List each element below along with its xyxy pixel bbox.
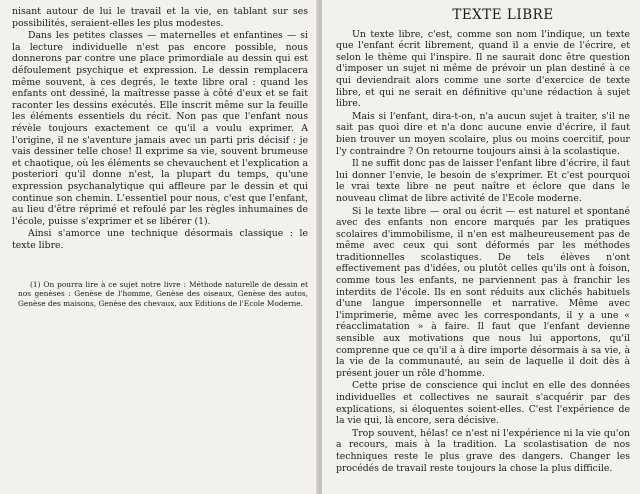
- footnote: [18, 280, 308, 308]
- left-paragraph-2: Dans les petites classes — maternelles et enfantines — si la lecture individuelle n'est pas encore possible, nous donnerons par contre une place primordiale au dessin qui est défoulement psychique et expression. Le dessin remplacera même souvent, à ces degrés, le texte libre oral : quand les enfants ont dessiné, la maîtresse passe à côté d'eux et se fait raconter les dessins exécutés. Elle inscrit même sur la feuille les éléments essentiels du récit. Non pas que l'enfant nous révèle toujours exactement ce qu'il a voulu exprimer. A l'origine, il ne s'aventure jamais avec un parti pris décisif : je vais dessiner telle chose! Il exprime sa vie, souvent brumeuse et chaotique, où les éléments se chevauchent et l'explication a posteriori qu'il donne n'est, la plupart du temps, qu'une expression psychanalytique qui affleure par le dessin et qui continue son chemin. L'essentiel pour nous, c'est que l'enfant, au lieu d'être réprimé et refoulé par les règles inhumaines de l'école, puisse s'exprimer et se libérer (1).: [12, 30, 308, 227]
- left-page-text: [12, 6, 308, 251]
- chapter-title: TEXTE LIBRE: [452, 7, 554, 23]
- right-page-text: [336, 6, 630, 474]
- right-page: [322, 0, 640, 494]
- right-paragraph-3: Il ne suffit donc pas de laisser l'enfant libre d'écrire, il faut lui donner l'envie, le besoin de s'exprimer. Et c'est pourquoi le vrai texte libre ne peut naître et éclore que dans le nouveau climat de libre activité de l'Ecole moderne.: [336, 158, 630, 204]
- left-paragraph-1: nisant autour de lui le travail et la vie, en tablant sur ses possibilités, seraient-elles les plus modestes.: [12, 6, 308, 29]
- right-paragraph-5: Cette prise de conscience qui inclut en elle des données individuelles et collectives ne saurait s'acquérir par des explications, si éloquentes soient-elles. C'est l'expérience de la vie qui, là encore, sera décisive.: [336, 380, 630, 427]
- right-paragraph-6: Trop souvent, hélas! ce n'est ni l'expérience ni la vie qu'on a recours, mais à la tradition. La scolastisation de nos techniques reste le plus grave des dangers. Changer les procédés de travail reste toujours la chose la plus difficile.: [336, 427, 630, 474]
- left-paragraph-3: Ainsi s'amorce une technique désormais classique : le texte libre.: [12, 228, 308, 251]
- right-paragraph-4: Si le texte libre — oral ou écrit — est naturel et spontané avec des enfants non encore marqués par les pratiques scolaires d'immobilisme, il n'en est malheureusement pas de même avec ceux qui sont déformés par les méthodes traditionnelles scolastiques. De tels élèves n'ont effectivement pas d'idées, ou plutôt celles qu'ils ont à foison, comme tous les enfants, ne parviennent pas à franchir les interdits de l'école. Ils en sont réduits aux clichés habituels d'une langue impersonnelle et narrative. Même avec l'imprimerie, même avec les correspondants, il y a une « réacclimatation » à faire. Il faut que l'enfant devienne sensible aux motivations que nous lui apportons, qu'il comprenne que ce qu'il a à dire importe désormais à sa vie, à la vie de la communauté, au sein de laquelle il doit dès à présent jouer un rôle d'homme.: [336, 205, 630, 379]
- right-paragraph-1: Un texte libre, c'est, comme son nom l'indique, un texte que l'enfant écrit librement, quand il a envie de l'écrire, et selon le thème qui l'inspire. Il ne saurait donc être question d'imposer un sujet ni même de prévoir un plan destiné à ce qui deviendrait alors comme une sorte d'exercice de texte libre, et qui ne serait en définitive qu'une rédaction à sujet libre.: [336, 28, 630, 110]
- right-paragraph-2: Mais si l'enfant, dira-t-on, n'a aucun sujet à traiter, s'il ne sait pas quoi dire et n'a donc aucune envie d'écrire, il faut bien trouver un moyen scolaire, plus ou moins coercitif, pour l'y contraindre ? On retourne toujours ainsi à la scolastique.: [336, 110, 630, 157]
- left-page: [0, 0, 318, 494]
- footnote-text: (1) On pourra lire à ce sujet notre livre : Méthode naturelle de dessin et nos genèses : Genèse de l'homme, Genèse des oiseaux, Genèse des autos, Genèse des maisons, Genèse des chevaux, aux Editions de l'Ecole Moderne.: [18, 280, 308, 308]
